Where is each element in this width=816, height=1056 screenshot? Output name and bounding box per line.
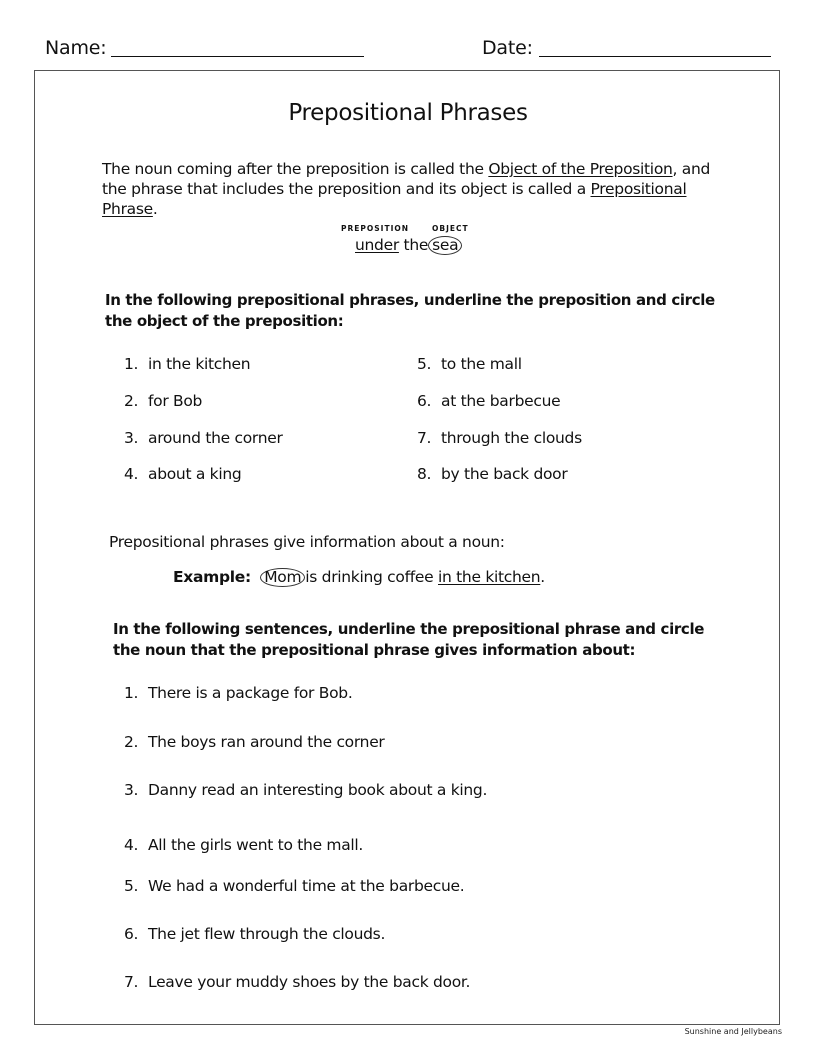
list-item: 8. by the back door: [417, 465, 568, 483]
list-item: 1. in the kitchen: [124, 355, 251, 373]
info-example: Example: Mom is drinking coffee in the kitchen.: [173, 568, 545, 586]
sentence-item: 4. All the girls went to the mall.: [124, 836, 364, 854]
intro-text-2: , and the phrase that includes the preposition and its object is called a: [102, 160, 711, 198]
sentence-item: 1. There is a package for Bob.: [124, 684, 353, 702]
date-label: Date:: [482, 37, 533, 59]
sentence-item: 5. We had a wonderful time at the barbecue.: [124, 877, 465, 895]
intro-text-3: .: [152, 200, 158, 218]
section1-instructions: In the following prepositional phrases, underline the preposition and circle the object of the preposition:: [105, 291, 715, 330]
sentence-item: 2. The boys ran around the corner: [124, 733, 385, 751]
list-item: 7. through the clouds: [417, 429, 582, 447]
example-middle: is drinking coffee: [305, 568, 438, 586]
date-field[interactable]: [539, 56, 771, 57]
diagram-preposition: under: [355, 236, 399, 254]
object-label: OBJECT: [432, 224, 469, 233]
list-item: 3. around the corner: [124, 429, 283, 447]
list-item: 6. at the barbecue: [417, 392, 561, 410]
intro-paragraph: [102, 159, 722, 219]
term-object-of-preposition: Object of the Preposition: [488, 160, 673, 178]
list-item: 4. about a king: [124, 465, 242, 483]
list-item: 5. to the mall: [417, 355, 522, 373]
example-phrase: in the kitchen: [438, 568, 541, 586]
sentence-item: 3. Danny read an interesting book about a king.: [124, 781, 488, 799]
term-prepositional-phrase: Prepositional Phrase: [102, 180, 687, 218]
diagram-middle: the: [403, 236, 429, 254]
page-title: Prepositional Phrases: [288, 100, 528, 126]
sentence-item: 6. The jet flew through the clouds.: [124, 925, 386, 943]
preposition-label: PREPOSITION: [341, 224, 410, 233]
footer-credit: Sunshine and Jellybeans: [684, 1027, 782, 1036]
example-label: Example:: [173, 568, 251, 586]
info-text: Prepositional phrases give information about a noun:: [109, 533, 505, 551]
list-item: 2. for Bob: [124, 392, 203, 410]
name-label: Name:: [45, 37, 107, 59]
sentence-item: 7. Leave your muddy shoes by the back door.: [124, 973, 471, 991]
intro-text-1: The noun coming after the preposition is called the: [102, 160, 489, 178]
diagram-object: sea: [428, 236, 462, 255]
section2-instructions: In the following sentences, underline the prepositional phrase and circle the noun that the prepositional phrase gives information about:: [113, 620, 705, 659]
example-noun: Mom: [260, 568, 305, 587]
name-field[interactable]: [111, 56, 364, 57]
diagram-example: [355, 236, 462, 255]
